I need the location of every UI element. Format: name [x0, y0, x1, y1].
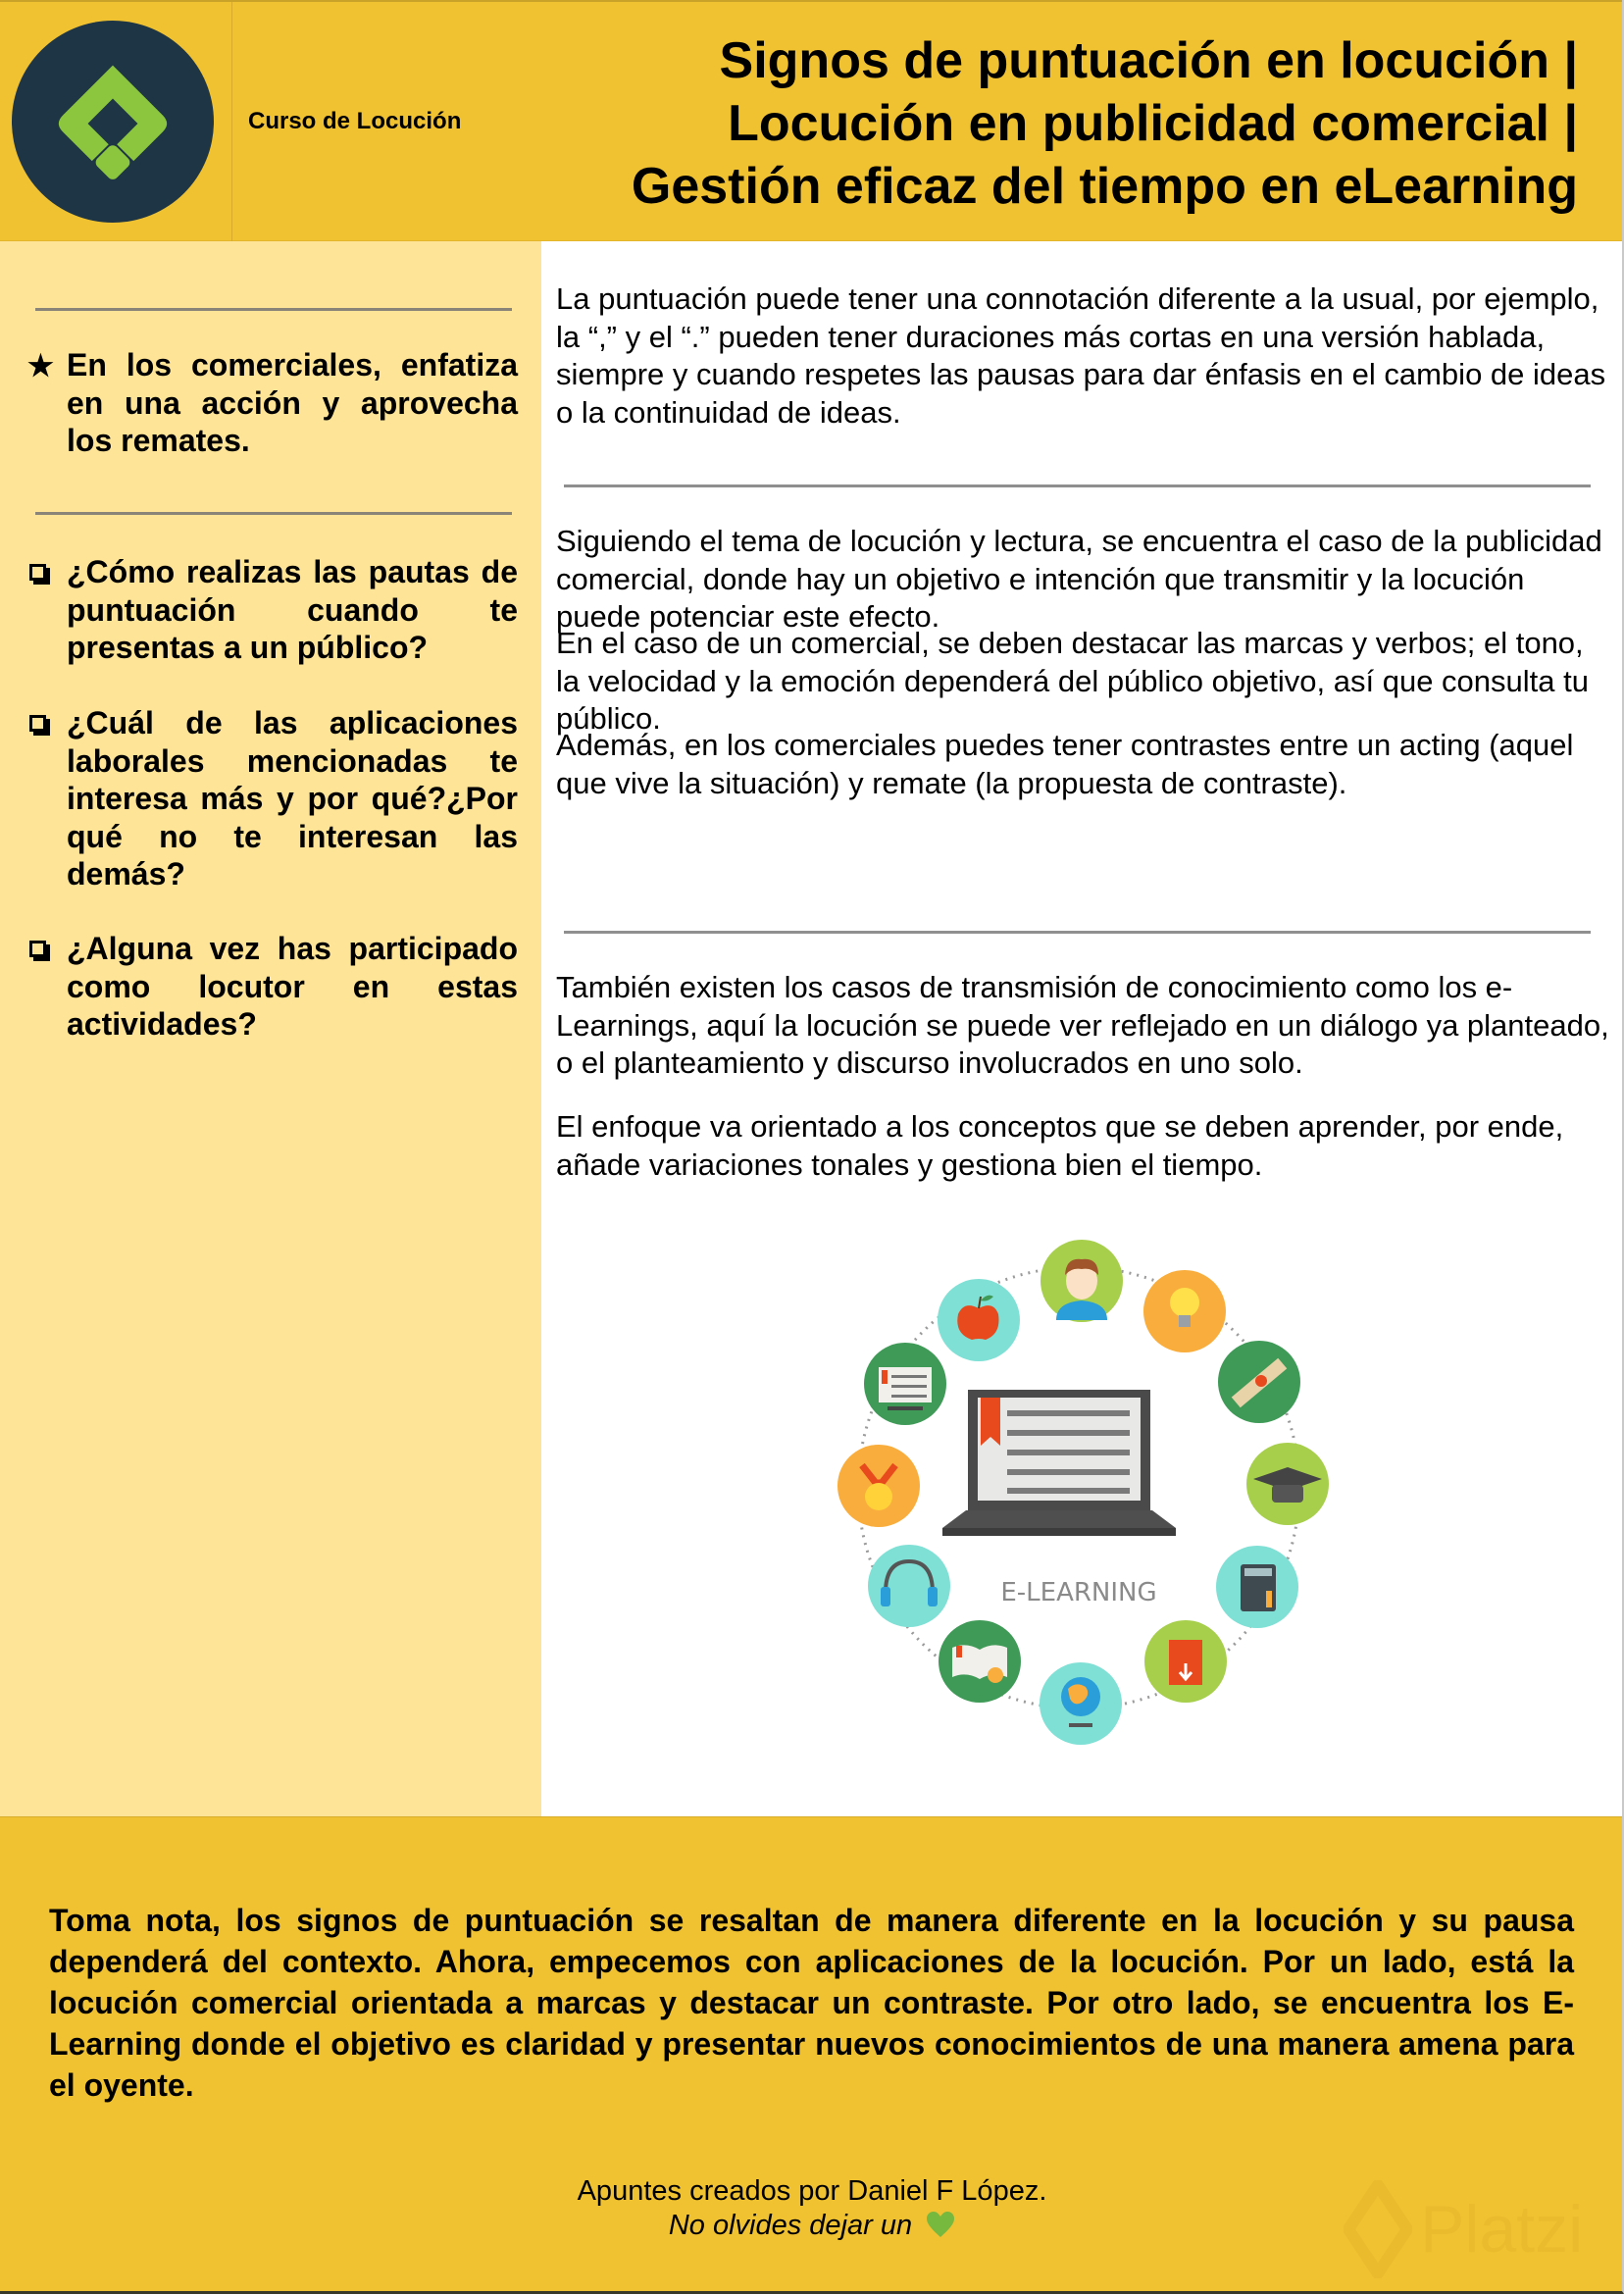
summary-section [0, 1816, 1622, 2291]
question-text: ¿Cómo realizas las pautas de puntuación cuando te presentas a un público? [67, 554, 518, 665]
question-text: ¿Cuál de las aplicaciones laborales mencionadas te interesa más y por qué?¿Por qué no te interesan las demás? [67, 705, 518, 892]
key-point-text: En los comerciales, enfatiza en una acción y aprovecha los remates. [67, 347, 518, 458]
credit-text: Apuntes creados por Daniel F López. [577, 2175, 1047, 2207]
star-icon: ★ [27, 350, 54, 382]
course-cell [232, 2, 541, 241]
book-download-icon [1144, 1620, 1227, 1703]
elearning-illustration [829, 1238, 1329, 1746]
paragraph: En el caso de un comercial, se deben destacar las marcas y verbos; el tono, la velocidad y la emoción dependerá del público objetivo, así que consulta tu público. [556, 626, 1589, 736]
summary-text: Toma nota, los signos de puntuación se resaltan de manera diferente en la locución y su pausa dependerá del contexto. Ahora, empecemos con aplicaciones de la locución. Por un lado, está la locución comercial orientada a marcas y destacar un contraste. Por otro lado, se encuentra los E-Learning donde el objetivo es claridad y presentar nuevos conocimientos de una manera amena para el oyente. [49, 1903, 1574, 2103]
paragraph: El enfoque va orientado a los conceptos que se deben aprender, por ende, añade variaciones tonales y gestiona bien el tiempo. [556, 1109, 1564, 1182]
watermark-text: Platzi [1420, 2192, 1584, 2267]
headphones-icon [868, 1545, 950, 1627]
title-line: Signos de puntuación en locución | [719, 32, 1578, 89]
paragraph: También existen los casos de transmisión de conocimiento como los e-Learnings, aquí la locución se puede ver reflejado en un diálogo ya planteado, o el planteamiento y discurso involucrados en uno solo. [556, 970, 1609, 1080]
title-line: Gestión eficaz del tiempo en eLearning [631, 158, 1578, 215]
notes-column [541, 241, 1622, 1816]
apple-icon [938, 1279, 1020, 1361]
calculator-icon [1216, 1546, 1298, 1628]
title-cell [541, 2, 1622, 241]
checkbox-icon [27, 553, 67, 667]
platzi-watermark [1344, 2180, 1583, 2278]
divider [35, 512, 512, 515]
question-item [27, 553, 518, 667]
question-item [27, 930, 518, 1044]
key-point [27, 346, 518, 460]
paragraph: Además, en los comerciales puedes tener contrastes entre un acting (aquel que vive la situación) y remate (la propuesta de contraste). [556, 728, 1574, 800]
divider [564, 931, 1591, 934]
page-title [561, 29, 1578, 218]
globe-icon [1040, 1662, 1122, 1745]
header [0, 0, 1622, 241]
platzi-logo-icon [12, 21, 214, 223]
lightbulb-icon [1143, 1270, 1226, 1352]
graduation-cap-icon [1246, 1443, 1329, 1525]
person-icon [1040, 1240, 1123, 1322]
monitor-icon [864, 1343, 946, 1425]
divider [564, 484, 1591, 487]
laptop-icon [942, 1390, 1176, 1536]
course-name: Curso de Locución [248, 108, 462, 134]
reminder-text: No olvides dejar un [668, 2210, 913, 2241]
medal-icon [837, 1445, 920, 1527]
diploma-icon [1218, 1341, 1300, 1423]
question-item [27, 704, 518, 893]
question-text: ¿Alguna vez has participado como locutor en estas actividades? [67, 931, 518, 1042]
checkbox-icon [27, 930, 67, 1044]
green-heart-icon [926, 2211, 955, 2247]
open-book-icon [939, 1620, 1021, 1703]
elearning-label: E-LEARNING [1000, 1578, 1157, 1607]
cue-column [0, 241, 541, 1816]
checkbox-icon [27, 704, 67, 893]
logo-cell [0, 2, 232, 241]
title-line: Locución en publicidad comercial | [728, 95, 1578, 152]
platzi-watermark-icon [1344, 2180, 1412, 2278]
divider [35, 308, 512, 311]
paragraph: La puntuación puede tener una connotación diferente a la usual, por ejemplo, la “,” y el “.” pueden tener duraciones más cortas en una versión hablada, siempre y cuando respetes las pausas para dar énfasis en el cambio de ideas o la continuidad de ideas. [556, 281, 1606, 430]
paragraph: Siguiendo el tema de locución y lectura, se encuentra el caso de la publicidad comercial, donde hay un objetivo e intención que transmitir y la locución puede potenciar este efecto. [556, 524, 1602, 634]
